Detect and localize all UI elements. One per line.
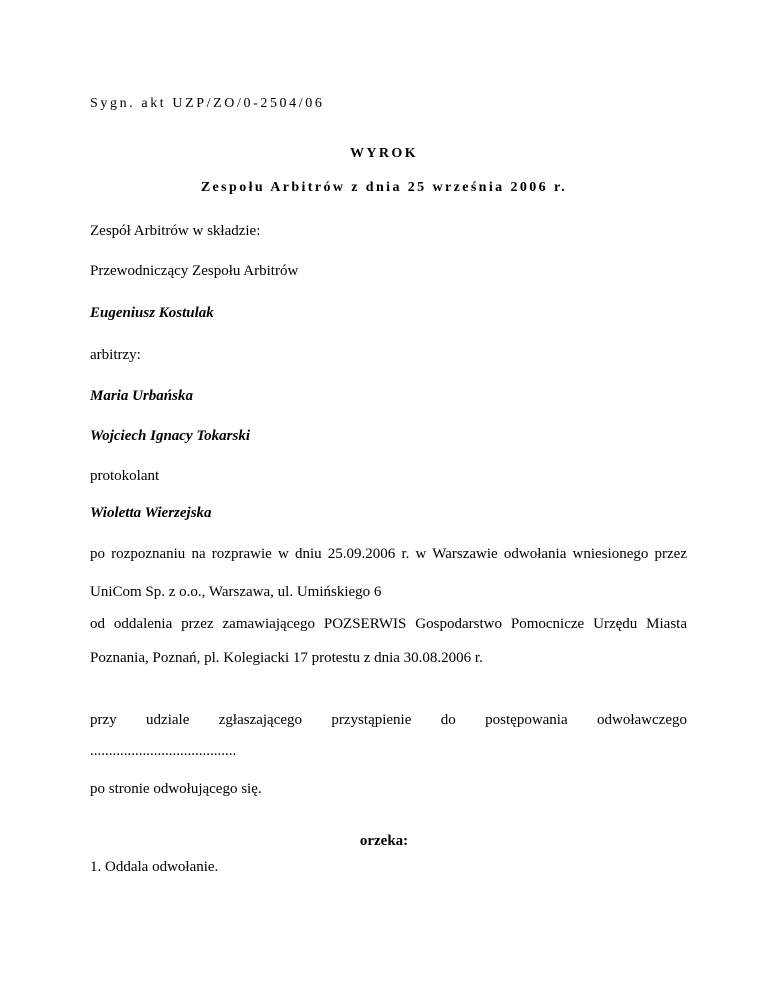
ruling-heading: orzeka: [359, 833, 409, 849]
paragraph-1-line-2: UniCom Sp. z o.o., Warszawa, ul. Umińskiego 6 [90, 584, 382, 600]
document-title: WYROK [350, 146, 418, 161]
ruling-item-1: 1. Oddala odwołanie. [90, 859, 219, 875]
chair-label: Przewodniczący Zespołu Arbitrów [90, 263, 299, 279]
clerk-name: Wioletta Wierzejska [90, 505, 212, 521]
paragraph-1-line-1: po rozpoznaniu na rozprawie w dniu 25.09.2006 r. w Warszawie odwołania wniesionego przez [90, 546, 687, 562]
composition-intro: Zespół Arbitrów w składzie: [90, 223, 261, 239]
document-subtitle: Zespołu Arbitrów z dnia 25 września 2006 r. [200, 180, 568, 195]
arbitrator-name-1: Maria Urbańska [90, 388, 193, 404]
paragraph-2-line-2: Poznania, Poznań, pl. Kolegiacki 17 protestu z dnia 30.08.2006 r. [90, 650, 483, 666]
paragraph-3-line-2: ....................................... [90, 743, 237, 759]
paragraph-3-line-1: przy udziale zgłaszającego przystąpienie do postępowania odwoławczego [90, 712, 687, 728]
clerk-label: protokolant [90, 468, 160, 484]
arbitrator-name-2: Wojciech Ignacy Tokarski [90, 428, 250, 444]
arbitrators-label: arbitrzy: [90, 347, 141, 363]
case-signature: Sygn. akt UZP/ZO/0-2504/06 [90, 96, 325, 111]
paragraph-2-line-1: od oddalenia przez zamawiającego POZSERWIS Gospodarstwo Pomocnicze Urzędu Miasta [90, 616, 687, 632]
paragraph-3-line-3: po stronie odwołującego się. [90, 781, 262, 797]
chair-name: Eugeniusz Kostulak [90, 305, 214, 321]
